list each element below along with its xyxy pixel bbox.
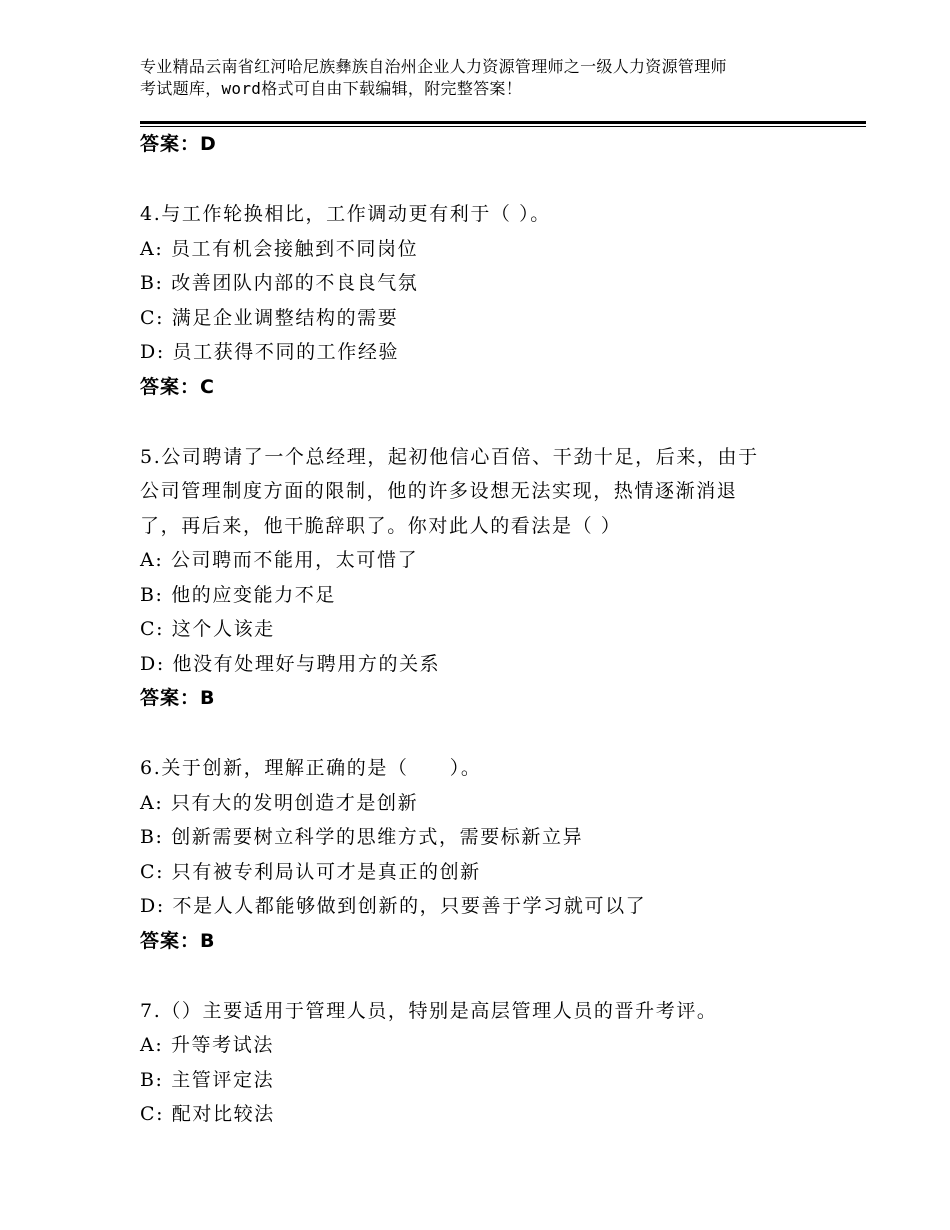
question-4-option-a: A: 员工有机会接触到不同岗位 (140, 237, 419, 260)
page-header (140, 56, 860, 100)
question-4-option-c: C: 满足企业调整结构的需要 (140, 306, 399, 329)
answer-previous: 答案：D (140, 133, 217, 155)
question-6-option-b: B: 创新需要树立科学的思维方式，需要标新立异 (140, 826, 584, 848)
question-5-option-b: B: 他的应变能力不足 (140, 583, 337, 606)
question-6-option-d: D: 不是人人都能够做到创新的，只要善于学习就可以了 (140, 895, 647, 917)
header-title-line-2: 考试题库，word格式可自由下载编辑，附完整答案！ (140, 79, 523, 98)
question-4-answer: 答案：C (140, 375, 215, 398)
question-5-stem-line-1: 5.公司聘请了一个总经理，起初他信心百倍、干劲十足，后来，由于 (140, 445, 759, 468)
question-6-option-a: A: 只有大的发明创造才是创新 (140, 791, 419, 814)
question-4-option-b: B: 改善团队内部的不良良气氛 (140, 272, 419, 294)
question-4-option-d: D: 员工获得不同的工作经验 (140, 341, 400, 363)
question-7-option-a: A: 升等考试法 (140, 1034, 274, 1056)
question-5 (140, 440, 866, 716)
exam-content (140, 127, 866, 1132)
question-5-stem-line-3: 了，再后来，他干脆辞职了。你对此人的看法是（ ） (140, 514, 622, 537)
header-title-line-1: 专业精品云南省红河哈尼族彝族自治州企业人力资源管理师之一级人力资源管理师 (140, 57, 727, 76)
question-6-option-c: C: 只有被专利局认可才是真正的创新 (140, 860, 481, 883)
question-6-stem: 6.关于创新，理解正确的是（ ）。 (140, 757, 482, 779)
question-5-answer: 答案：B (140, 687, 216, 709)
question-5-option-a: A: 公司聘而不能用，太可惜了 (140, 549, 419, 571)
question-7-option-c: C: 配对比较法 (140, 1103, 275, 1125)
question-4 (140, 197, 866, 404)
question-7 (140, 994, 866, 1132)
question-6 (140, 751, 866, 958)
question-7-option-b: B: 主管评定法 (140, 1068, 275, 1091)
question-5-option-c: C: 这个人该走 (140, 618, 275, 640)
question-5-option-d: D: 他没有处理好与聘用方的关系 (140, 652, 441, 675)
question-7-stem: 7.（）主要适用于管理人员，特别是高层管理人员的晋升考评。 (140, 999, 718, 1022)
question-4-stem: 4.与工作轮换相比，工作调动更有利于（ ）。 (140, 203, 551, 225)
question-6-answer: 答案：B (140, 929, 216, 952)
question-5-stem-line-2: 公司管理制度方面的限制，他的许多设想无法实现，热情逐渐消退 (140, 480, 738, 502)
